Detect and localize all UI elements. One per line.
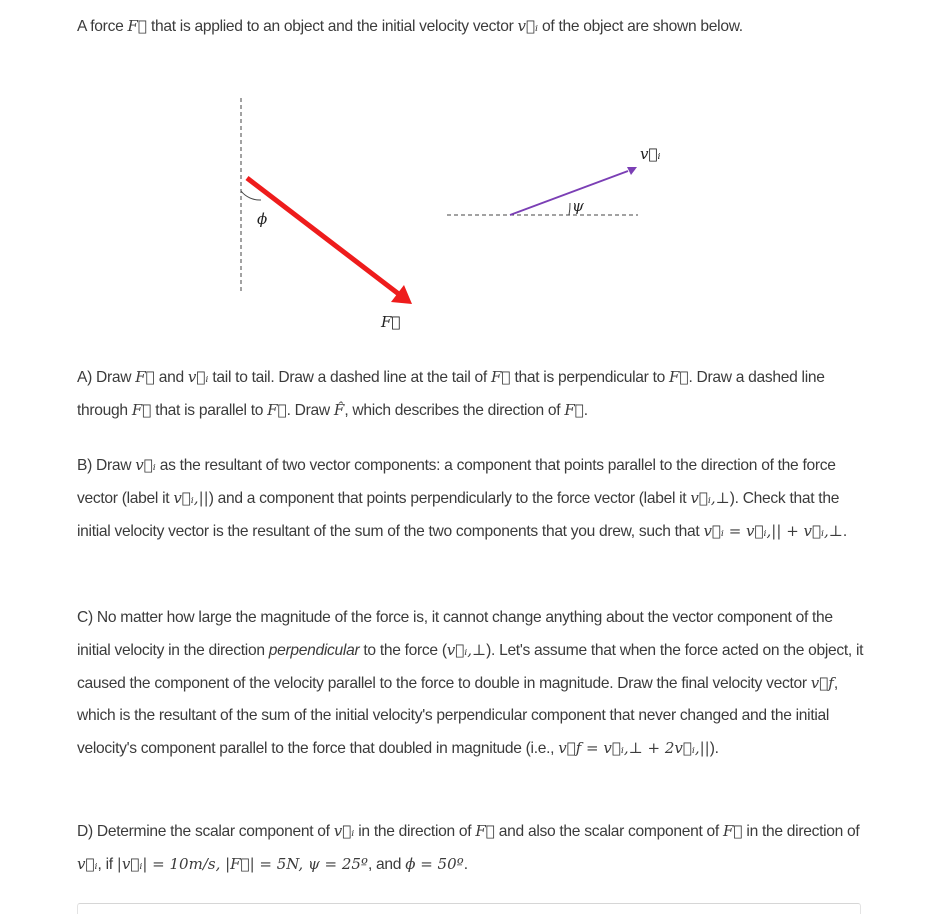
math-equation: v⃗f = v⃗ᵢ,⊥ + 2v⃗ᵢ,|| xyxy=(558,739,710,757)
part-c-1: C) No matter how large the magnitude of the force is, it cannot change anything about the vector component of the initial velocity in the direction xyxy=(77,609,833,659)
part-a-6: that is parallel to xyxy=(151,402,268,419)
math-vi: v⃗ᵢ xyxy=(135,456,156,474)
vector-figure xyxy=(0,0,936,360)
math-F: F⃗ xyxy=(131,401,152,419)
part-c-3: ). Let's assume that when the force acted on the object, it caused the component of the velocity parallel to the force to double in magnitude. Draw the final velocity vector xyxy=(77,642,864,692)
psi-label: ψ xyxy=(572,197,584,215)
emphasis-perpendicular: perpendicular xyxy=(268,642,360,659)
force-label: F⃗ xyxy=(381,313,401,331)
math-equation: |v⃗ᵢ| = 10m/s, |F⃗| = 5N, ψ = 25º xyxy=(116,855,368,873)
phi-angle-arc xyxy=(241,191,261,200)
part-d-3: and also the scalar component of xyxy=(494,823,723,840)
part-b-3: ) and a component that points perpendicularly to the force vector (label it xyxy=(208,490,691,507)
math-vi-perp: v⃗ᵢ,⊥ xyxy=(446,641,487,659)
intro-text-3: of the object are shown below. xyxy=(538,18,743,35)
part-c-5: ). xyxy=(709,740,719,757)
math-equation: v⃗ᵢ = v⃗ᵢ,|| + v⃗ᵢ,⊥ xyxy=(703,522,843,540)
velocity-label: v⃗ᵢ xyxy=(640,145,661,163)
part-c-2: to the force ( xyxy=(359,642,447,659)
part-b-4: ). Check that the initial velocity vector is the resultant of the sum of the two components that you drew, such that xyxy=(77,490,840,540)
part-a-2: and xyxy=(154,369,188,386)
phi-label: ϕ xyxy=(257,210,268,228)
part-b-2: as the resultant of two vector components: a component that points parallel to the direction of the force vector (label it xyxy=(77,457,836,507)
part-b-5: . xyxy=(842,523,847,540)
math-equation: ϕ = 50º xyxy=(405,855,464,873)
velocity-arrowhead xyxy=(627,167,637,175)
psi-angle-arc xyxy=(569,203,570,215)
part-a-8: , which describes the direction of xyxy=(344,402,565,419)
part-a-4: that is perpendicular to xyxy=(510,369,670,386)
part-b-text xyxy=(77,449,867,548)
part-a-5: . Draw a dashed line through xyxy=(77,369,825,419)
answer-box-edge[interactable] xyxy=(77,903,861,914)
part-a-1: A) Draw xyxy=(77,369,136,386)
math-F: F⃗ xyxy=(722,822,743,840)
math-vi: v⃗ᵢ xyxy=(187,368,209,386)
math-F: F⃗ xyxy=(564,401,584,419)
part-d-text xyxy=(77,815,867,881)
math-vi: v⃗ᵢ xyxy=(77,855,98,873)
part-d-6: , and xyxy=(367,856,406,873)
math-F: F⃗ xyxy=(267,401,287,419)
math-vi-parallel: v⃗ᵢ,|| xyxy=(173,489,209,507)
intro-text-1: A force xyxy=(77,18,128,35)
math-vf: v⃗f xyxy=(810,674,834,692)
part-a-9: . xyxy=(583,402,588,419)
part-d-2: in the direction of xyxy=(354,823,476,840)
part-a-3: tail to tail. Draw a dashed line at the tail of xyxy=(208,369,491,386)
math-F: F⃗ xyxy=(669,368,689,386)
part-a-text xyxy=(77,361,867,427)
force-vector xyxy=(247,178,400,295)
math-F: F⃗ xyxy=(127,17,147,35)
part-d-5: , if xyxy=(97,856,117,873)
part-c-4: , which is the resultant of the sum of the initial velocity's perpendicular component that never changed and the initial velocity's component parallel to the force that doubled in magnitude (i.e., xyxy=(77,675,838,757)
math-F-hat: F̂ xyxy=(333,401,345,419)
math-vi-perp: v⃗ᵢ,⊥ xyxy=(690,489,730,507)
intro-text-2: that is applied to an object and the initial velocity vector xyxy=(146,18,518,35)
part-d-4: in the direction of xyxy=(742,823,860,840)
part-a-7: . Draw xyxy=(286,402,334,419)
part-d-7: . xyxy=(463,856,468,873)
math-vi: v⃗ᵢ xyxy=(517,17,539,35)
math-F: F⃗ xyxy=(475,822,495,840)
part-c-text xyxy=(77,602,867,765)
math-vi: v⃗ᵢ xyxy=(333,822,355,840)
math-F: F⃗ xyxy=(490,368,511,386)
velocity-vector xyxy=(510,171,628,215)
math-F: F⃗ xyxy=(135,368,155,386)
part-d-1: D) Determine the scalar component of xyxy=(77,823,334,840)
part-b-1: B) Draw xyxy=(77,457,136,474)
